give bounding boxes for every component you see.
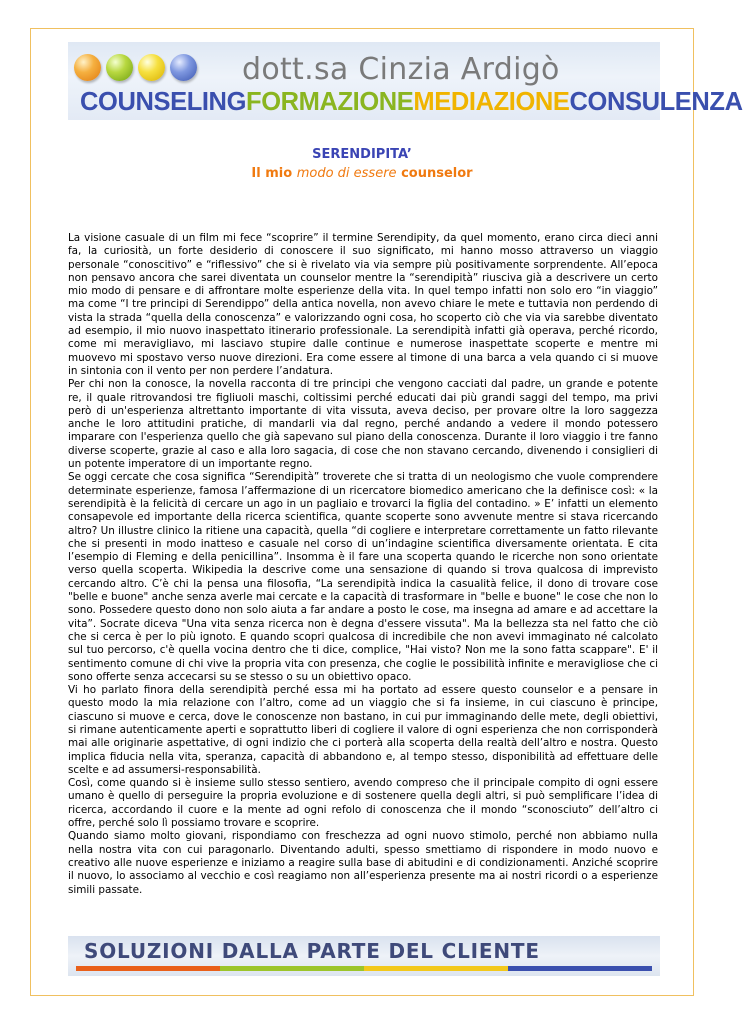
letterhead-banner	[68, 42, 743, 120]
document-body	[68, 232, 658, 897]
paragraph: Così, come quando si è insieme sullo stesso sentiero, avendo compreso che il principale compito di ogni essere umano è quello di perseguire la propria evoluzione e di sostenere quella degli altri, si può semplificare l’idea di ricerca, accordando il cuore e la mente ad ogni refolo di conoscenza che il mondo “sconosciuto” dell’altro ci offre, perché solo lì possiamo trovare e scoprire.	[68, 777, 658, 830]
footer-bar-yellow	[364, 966, 508, 971]
logo-word-consulenza: CONSULENZA	[569, 88, 743, 116]
title-serendipita: SERENDIPITA’	[312, 147, 412, 162]
paragraph: Vi ho parlato finora della serendipità perché essa mi ha portato ad essere questo counselor e a pensare in questo modo la mia relazione con l’altro, come ad un viaggio che si fa insieme, in cui ciascuno è principe, ciascuno si muove e cerca, dove le conoscenze non bastano, in cui pur immaginando delle mete, degli obiettivi, si rimane autenticamente aperti e soprattutto liberi di cogliere il valore di ogni esperienza che non corrisponderà mai alle originarie aspettative, di ogni indizio che ci porterà alla scoperta della realtà dell’altro e nostra. Questo implica fiducia nella vita, speranza, capacità di abbandono e, al tempo stesso, disponibilità ad effettuare delle scelte e ad assumersi-responsabilità.	[68, 684, 658, 776]
logo-name: dott.sa Cinzia Ardigò	[242, 52, 560, 87]
orange-ball-icon	[74, 54, 101, 81]
logo-word-counseling: COUNSELING	[80, 88, 247, 116]
footer-color-bar	[76, 966, 652, 971]
blue-ball-icon	[170, 54, 197, 81]
logo-balls	[74, 54, 197, 81]
yellow-ball-icon	[138, 54, 165, 81]
footer-bar-blue	[508, 966, 652, 971]
paragraph: La visione casuale di un film mi fece “scoprire” il termine Serendipity, da quel momento, erano circa dieci anni fa, la curiosità, un forte desiderio di conoscere il suo significato, mi hanno mosso attraverso un viaggio personale “conoscitivo” e “riflessivo” che si è rivelato via via sempre più positivamente sorprendente. All’epoca non pensavo ancora che sarei diventata un counselor mentre la “serendipità” riusciva già a descrivere un certo mio modo di pensare e di affrontare molte esperienze della vita. In quel tempo infatti non solo ero “in viaggio” ma come “I tre principi di Serendippo” della antica novella, non avevo chiare le mete e tuttavia non perdendo di vista la strada “quella della conoscenza” e valorizzando ogni cosa, ho scoperto ciò che via via sarebbe diventato ad esempio, il mio nuovo inaspettato itinerario professionale. La serendipità infatti già operava, perché ricordo, come mi meravigliavo, mi lasciavo stupire dalle continue e numerose inaspettate scoperte e mentre mi muovevo mi spostavo verso nuove direzioni. Era come essere al timone di una barca a vela quando ci si muove in sintonia con il vento per non perdere l’andatura.	[68, 232, 658, 377]
footer-bar-green	[220, 966, 364, 971]
footer-banner	[68, 936, 660, 976]
logo-services	[80, 88, 743, 117]
paragraph: Per chi non la conosce, la novella racconta di tre principi che vengono cacciati dal padre, un grande e potente re, il quale ritrovandosi tre figliuoli maschi, coltissimi perché educati dai più grandi saggi del tempo, ma privi però di un'esperienza altrettanto importante di vita vissuta, aveva deciso, per provare oltre la loro saggezza anche le loro attitudini pratiche, di mandarli via dal regno, perché andando a vedere il mondo potessero imparare con l'esperienza quello che già sapevano sul piano della conoscenza. Durante il loro viaggio i tre fanno diverse scoperte, grazie al caso e alla loro sagacia, di cose che non stavano cercando, divenendo i consiglieri di un potente imperatore di un importante regno.	[68, 378, 658, 471]
subtitle	[0, 166, 724, 181]
paragraph: Se oggi cercate che cosa significa “Serendipità” troverete che si tratta di un neologismo che vuole comprendere determinate esperienze, famosa l’affermazione di un ricercatore biomedico americano che la definisce così: « la serendipità è la felicità di cercare un ago in un pagliaio e trovarci la figlia del contadino. » E’ infatti un elemento consapevole ed importante della ricerca scientifica, quante scoperte sono avvenute mentre si stava ricercando altro? Un illustre clinico la ritiene una capacità, quella “di cogliere e interpretare correttamente un fatto rilevante che si presenti in modo inatteso e casuale nel corso di un’indagine scientifica diversamente orientata. E cita l’esempio di Fleming e della penicillina”. Insomma è il fare una scoperta quando le ricerche non sono orientate verso quella scoperta. Wikipedia la descrive come una sensazione di quando si trova qualcosa di imprevisto cercando altro. C’è chi la pensa una filosofia, “La serendipità indica la casualità felice, il dono di trovare cose "belle e buone" anche senza averle mai cercate e la capacità di trasformare in "belle e buone" le cose che non lo sono. Possedere questo dono non solo aiuta a far andare a posto le cose, ma insegna ad amare e ad accettare la vita”. Socrate diceva "Una vita senza ricerca non è degna d'essere vissuta". Ma la bellezza sta nel fatto che ciò che si cerca è per lo più ignoto. E quando scopri qualcosa di incredibile che non avevi immaginato né calcolato sul tuo percorso, c'è quella vocina dentro che ti dice, complice, "Hai visto? Non me la sono fatta scappare". E' il sentimento comune di chi vive la propria vita con presenza, che coglie le possibilità infinite e meravigliose che ci sono offerte senza accecarsi su se stesso o su un obiettivo opaco.	[68, 471, 658, 683]
subtitle-part-3: counselor	[401, 166, 473, 181]
logo-word-mediazione: MEDIAZIONE	[413, 88, 570, 116]
subtitle-part-1: Il mio	[251, 166, 293, 181]
document-title	[0, 147, 724, 181]
logo-word-formazione: FORMAZIONE	[246, 88, 414, 116]
footer-bar-orange	[76, 966, 220, 971]
footer-slogan: SOLUZIONI DALLA PARTE DEL CLIENTE	[84, 939, 540, 963]
paragraph: Quando siamo molto giovani, rispondiamo con freschezza ad ogni nuovo stimolo, perché non abbiamo nulla nella nostra vita con cui paragonarlo. Diventando adulti, spesso smettiamo di rispondere in modo nuovo e creativo alle nuove esperienze e iniziamo a reagire sulla base di abitudini e di condizionamenti. Anziché scoprire il nuovo, lo associamo al vecchio e così reagiamo non all’esperienza presente ma ai nostri ricordi o a esperienze simili passate.	[68, 830, 658, 896]
green-ball-icon	[106, 54, 133, 81]
subtitle-part-2: modo di essere	[296, 166, 397, 181]
